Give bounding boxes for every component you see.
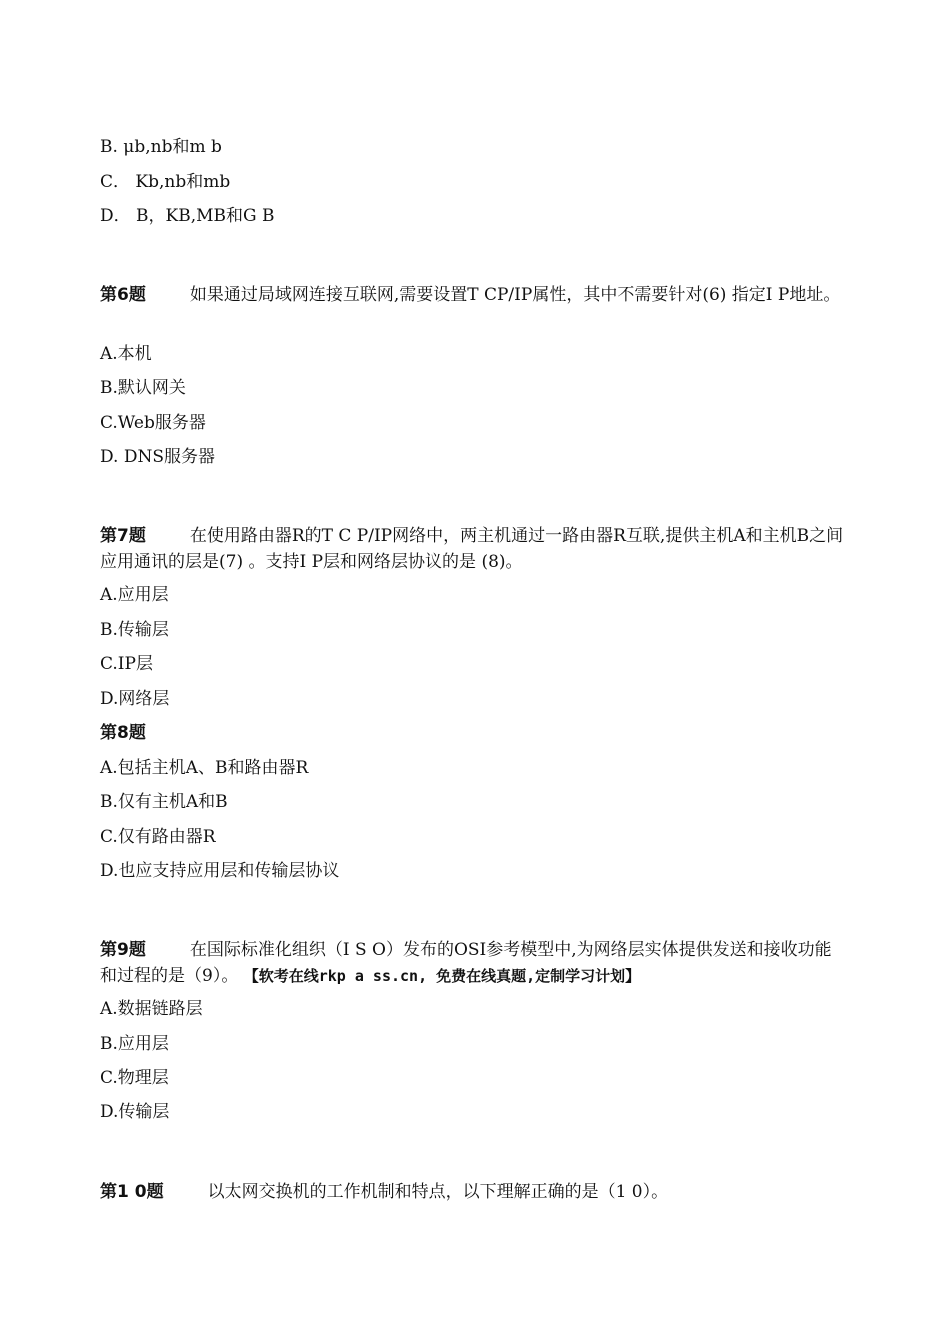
question-7-option-d: D.网络层 — [100, 689, 170, 709]
question-9-text: 在国际标准化组织（I S O）发布的OSI参考模型中,为网络层实体提供发送和接收功能和过程的是（9）。 — [100, 940, 832, 986]
question-7-option-a: A.应用层 — [100, 585, 169, 605]
question-7 — [100, 523, 845, 575]
question-7-text: 在使用路由器R的T C P/IP网络中，两主机通过一路由器R互联,提供主机A和主机B之间应用通讯的层是(7) 。支持I P层和网络层协议的是 (8)。 — [100, 526, 844, 572]
question-8-option-b: B.仅有主机A和B — [100, 792, 228, 812]
question-8-option-d: D.也应支持应用层和传输层协议 — [100, 861, 340, 881]
question-6-option-a: A.本机 — [100, 344, 152, 364]
question-8-option-c: C.仅有路由器R — [100, 827, 216, 847]
question-9-option-c: C.物理层 — [100, 1068, 169, 1088]
question-6 — [100, 282, 845, 308]
option-d-prev: D． B，KB,MB和G B — [100, 206, 275, 226]
question-9-number: 第9题 — [100, 940, 146, 960]
promo-banner: 【软考在线rkp a ss.cn, 免费在线真题,定制学习计划】 — [243, 967, 641, 985]
question-7-option-b: B.传输层 — [100, 620, 169, 640]
question-9-option-b: B.应用层 — [100, 1034, 169, 1054]
question-6-text: 如果通过局域网连接互联网,需要设置T CP/IP属性，其中不需要针对(6) 指定I P地址。 — [189, 285, 841, 305]
question-9 — [100, 937, 845, 989]
question-7-option-c: C.IP层 — [100, 654, 153, 674]
question-6-option-d: D. DNS服务器 — [100, 447, 215, 467]
question-6-number: 第6题 — [100, 285, 146, 305]
question-10 — [100, 1179, 845, 1205]
question-6-option-b: B.默认网关 — [100, 378, 186, 398]
option-b-prev: B. μb,nb和m b — [100, 137, 222, 157]
question-7-number: 第7题 — [100, 526, 146, 546]
question-10-text: 以太网交换机的工作机制和特点，以下理解正确的是（1 0）。 — [207, 1182, 669, 1202]
question-9-option-d: D.传输层 — [100, 1102, 170, 1122]
question-10-number: 第1 0题 — [100, 1182, 164, 1202]
question-9-option-a: A.数据链路层 — [100, 999, 203, 1019]
question-8-number: 第8题 — [100, 723, 146, 743]
option-c-prev: C． Kb,nb和mb — [100, 172, 231, 192]
question-6-option-c: C.Web服务器 — [100, 413, 206, 433]
question-8-option-a: A.包括主机A、B和路由器R — [100, 758, 309, 778]
